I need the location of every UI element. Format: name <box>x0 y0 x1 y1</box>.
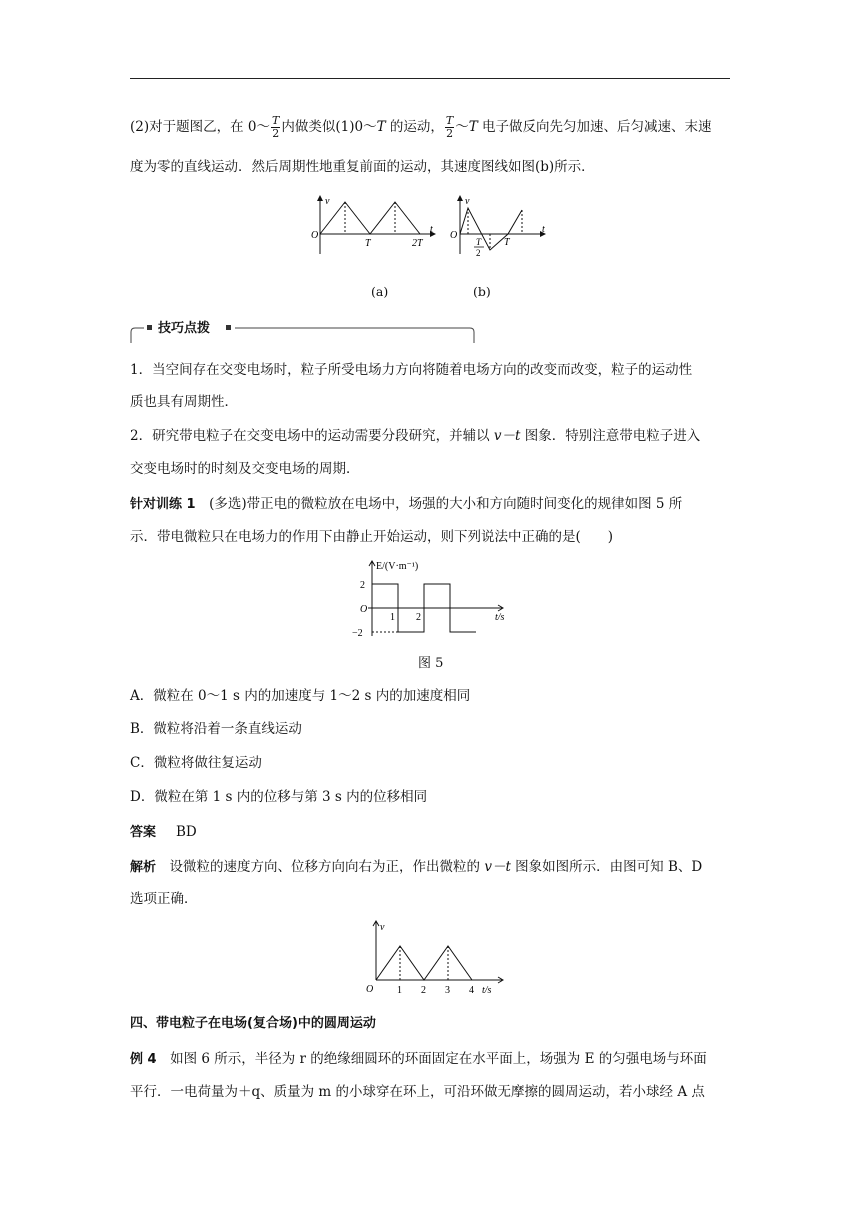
option-b: B．微粒将沿着一条直线运动 <box>130 721 302 737</box>
tip-1-line-2: 质也具有周期性． <box>130 394 238 410</box>
analysis-vt-chart <box>362 918 512 1000</box>
xtick-1: 1 <box>390 612 395 623</box>
xtick-2: 2 <box>421 985 426 996</box>
tip-2-line-2: 交变电场时的时刻及交变电场的周期． <box>130 461 360 477</box>
figure-5-chart <box>330 558 520 640</box>
tick-t-half-num: T <box>476 237 482 247</box>
figure-5-caption: 图 5 <box>418 656 444 671</box>
tick-2t: 2T <box>412 238 423 249</box>
fraction-t-over-2: $\frac{T}{2}$ <box>272 114 280 140</box>
answer-value: BD <box>176 824 197 840</box>
tip-2-line-1: 2．研究带电粒子在交变电场中的运动需要分段研究，并辅以 v－t 图象．特别注意带电粒子进入 <box>130 428 701 444</box>
analysis-line-2: 选项正确． <box>130 891 198 907</box>
axis-v-label-b: v <box>465 196 470 207</box>
x-axis-label: t/s <box>495 612 505 623</box>
xtick-2: 2 <box>416 612 421 623</box>
exercise-label: 针对训练 1 <box>130 497 196 512</box>
x-axis-label: t/s <box>482 985 492 996</box>
origin-label: O <box>311 230 319 241</box>
analysis-label: 解析 <box>130 860 157 875</box>
ytick-2: 2 <box>360 580 365 591</box>
caption-a: (a) <box>371 284 389 299</box>
xtick-4: 4 <box>469 985 474 996</box>
example-4-line-2: 平行．一电荷量为＋q、质量为 m 的小球穿在环上，可沿环做无摩擦的圆周运动，若小球经 A 点 <box>130 1084 705 1100</box>
exercise-line-1: 针对训练 1 (多选)带正电的微粒放在电场中，场强的大小和方向随时间变化的规律如图 5 所 <box>130 496 683 512</box>
option-a: A．微粒在 0～1 s 内的加速度与 1～2 s 内的加速度相同 <box>130 688 471 704</box>
tips-title: 技巧点拨 <box>158 321 211 336</box>
axis-t-label-b: t <box>542 224 545 235</box>
text: 内做类似(1)0～ <box>281 119 377 135</box>
example-4-line-1: 例 4 如图 6 所示，半径为 r 的绝缘细圆环的环面固定在水平面上，场强为 E 的匀强电场与环面 <box>130 1051 707 1067</box>
option-c: C．微粒将做往复运动 <box>130 755 262 771</box>
tick-t-half-den: 2 <box>476 248 481 258</box>
figure-a-b <box>300 192 560 262</box>
answer-label: 答案 <box>130 825 157 840</box>
example-4-label: 例 4 <box>130 1052 157 1067</box>
xtick-3: 3 <box>445 985 450 996</box>
tick-t: T <box>365 238 371 249</box>
origin-label-b: O <box>450 230 458 241</box>
header-rule <box>130 78 730 79</box>
origin-label: O <box>360 604 368 615</box>
tip-1-line-1: 1．当空间存在交变电场时，粒子所受电场力方向将随着电场方向的改变而改变，粒子的运动性 <box>130 362 693 378</box>
origin-label: O <box>366 984 374 995</box>
axis-v-label: v <box>325 196 330 207</box>
text: (2)对于题图乙，在 0～ <box>130 119 271 135</box>
series-line <box>376 946 472 980</box>
tick-t-b: T <box>504 237 510 248</box>
xtick-1: 1 <box>397 985 402 996</box>
axis-t-label: t <box>430 224 433 235</box>
fraction-t-over-2: $\frac{T}{2}$ <box>445 114 454 140</box>
option-d: D．微粒在第 1 s 内的位移与第 3 s 内的位移相同 <box>130 789 428 805</box>
paragraph-2-line-1: (2)对于题图乙，在 0～ $\frac{T}{2}$ 内做类似(1)0～T 的运动， $\frac{T}{2}$ ～T 电子做反向先匀加速、后匀减速、末速 <box>130 114 712 140</box>
paragraph-2-line-2: 度为零的直线运动．然后周期性地重复前面的运动，其速度图线如图(b)所示． <box>130 159 595 175</box>
ytick-neg2: −2 <box>352 628 363 639</box>
caption-b: (b) <box>473 284 491 299</box>
y-axis-label: E/(V·m⁻¹) <box>376 561 419 572</box>
answer-line <box>130 822 197 843</box>
y-axis-label: v <box>380 922 385 933</box>
analysis-line-1: 解析 设微粒的速度方向、位移方向向右为正，作出微粒的 v－t 图象如图所示．由图可知 B、D <box>130 859 703 875</box>
exercise-line-2: 示．带电微粒只在电场力的作用下由静止开始运动，则下列说法中正确的是( ) <box>130 529 614 545</box>
section-4-heading: 四、带电粒子在电场(复合场)中的圆周运动 <box>130 1016 376 1031</box>
